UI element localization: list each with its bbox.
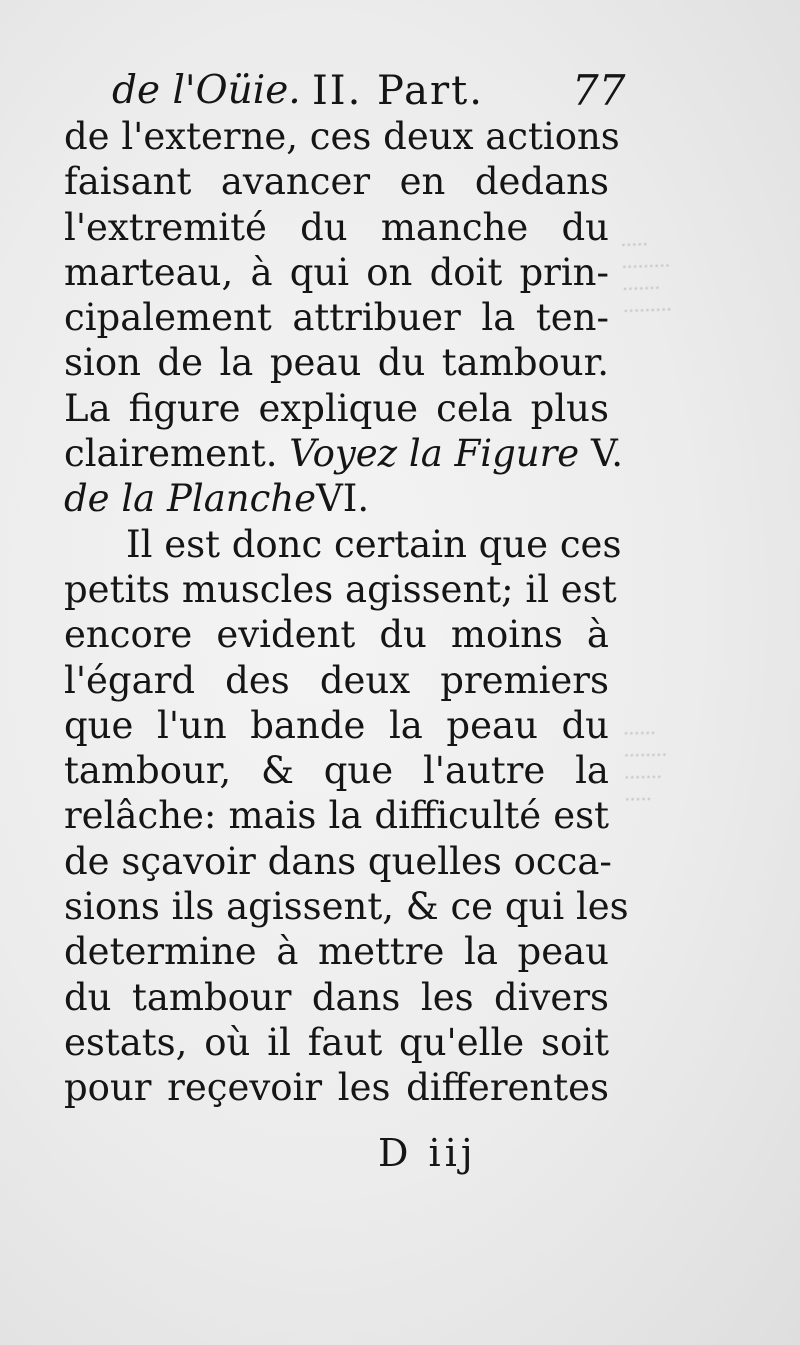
text-line: determine à mettre la peau xyxy=(64,930,609,974)
text-line: du tambour dans les divers xyxy=(64,975,609,1019)
text-line: La figure explique cela plus xyxy=(64,386,609,430)
text-line: marteau, à qui on doit prin- xyxy=(64,250,609,294)
text-line: faisant avancer en dedans xyxy=(64,160,609,204)
text-line: relâche: mais la difficulté est xyxy=(64,794,609,838)
plate-reference: de la Planche xyxy=(64,477,317,521)
running-title: de l'Oüie. xyxy=(112,68,301,113)
text-line: l'égard des deux premiers xyxy=(64,658,609,702)
text-segment: clairement. xyxy=(64,432,278,476)
plate-number: VI. xyxy=(316,477,370,521)
text-line: petits muscles agissent; il est xyxy=(64,567,617,611)
text-line: cipalement attribuer la ten- xyxy=(64,296,609,340)
paragraph-start-line: Il est donc certain que ces xyxy=(126,522,622,566)
text-line: encore evident du moins à xyxy=(64,613,609,657)
page-header xyxy=(112,66,632,116)
text-line: tambour, & que l'autre la xyxy=(64,749,609,793)
text-line: sions ils agissent, & ce qui les xyxy=(64,885,629,929)
signature-mark: D iij xyxy=(378,1131,477,1175)
figure-number: V. xyxy=(590,432,623,476)
page-number: 77 xyxy=(572,66,626,115)
bleed-through-margin-note: ····· ········· ······· ········· xyxy=(620,235,673,323)
text-line: estats, où il faut qu'elle soit xyxy=(64,1020,609,1064)
bleed-through-margin-note: ······ ········ ······· ····· xyxy=(623,723,668,811)
text-line: de sçavoir dans quelles occa- xyxy=(64,839,612,883)
text-line: sion de la peau du tambour. xyxy=(64,341,609,385)
text-line: pour reçevoir les differentes xyxy=(64,1066,609,1110)
body-text xyxy=(64,114,629,1111)
plate-reference-line xyxy=(64,476,609,521)
text-line: que l'un bande la peau du xyxy=(64,703,609,747)
text-line: l'extremité du manche du xyxy=(64,205,609,249)
text-line: de l'externe, ces deux actions xyxy=(64,115,620,158)
part-label: II. Part. xyxy=(312,68,484,114)
figure-reference: Voyez la Figure xyxy=(289,432,580,476)
text-line-with-reference xyxy=(64,431,623,476)
